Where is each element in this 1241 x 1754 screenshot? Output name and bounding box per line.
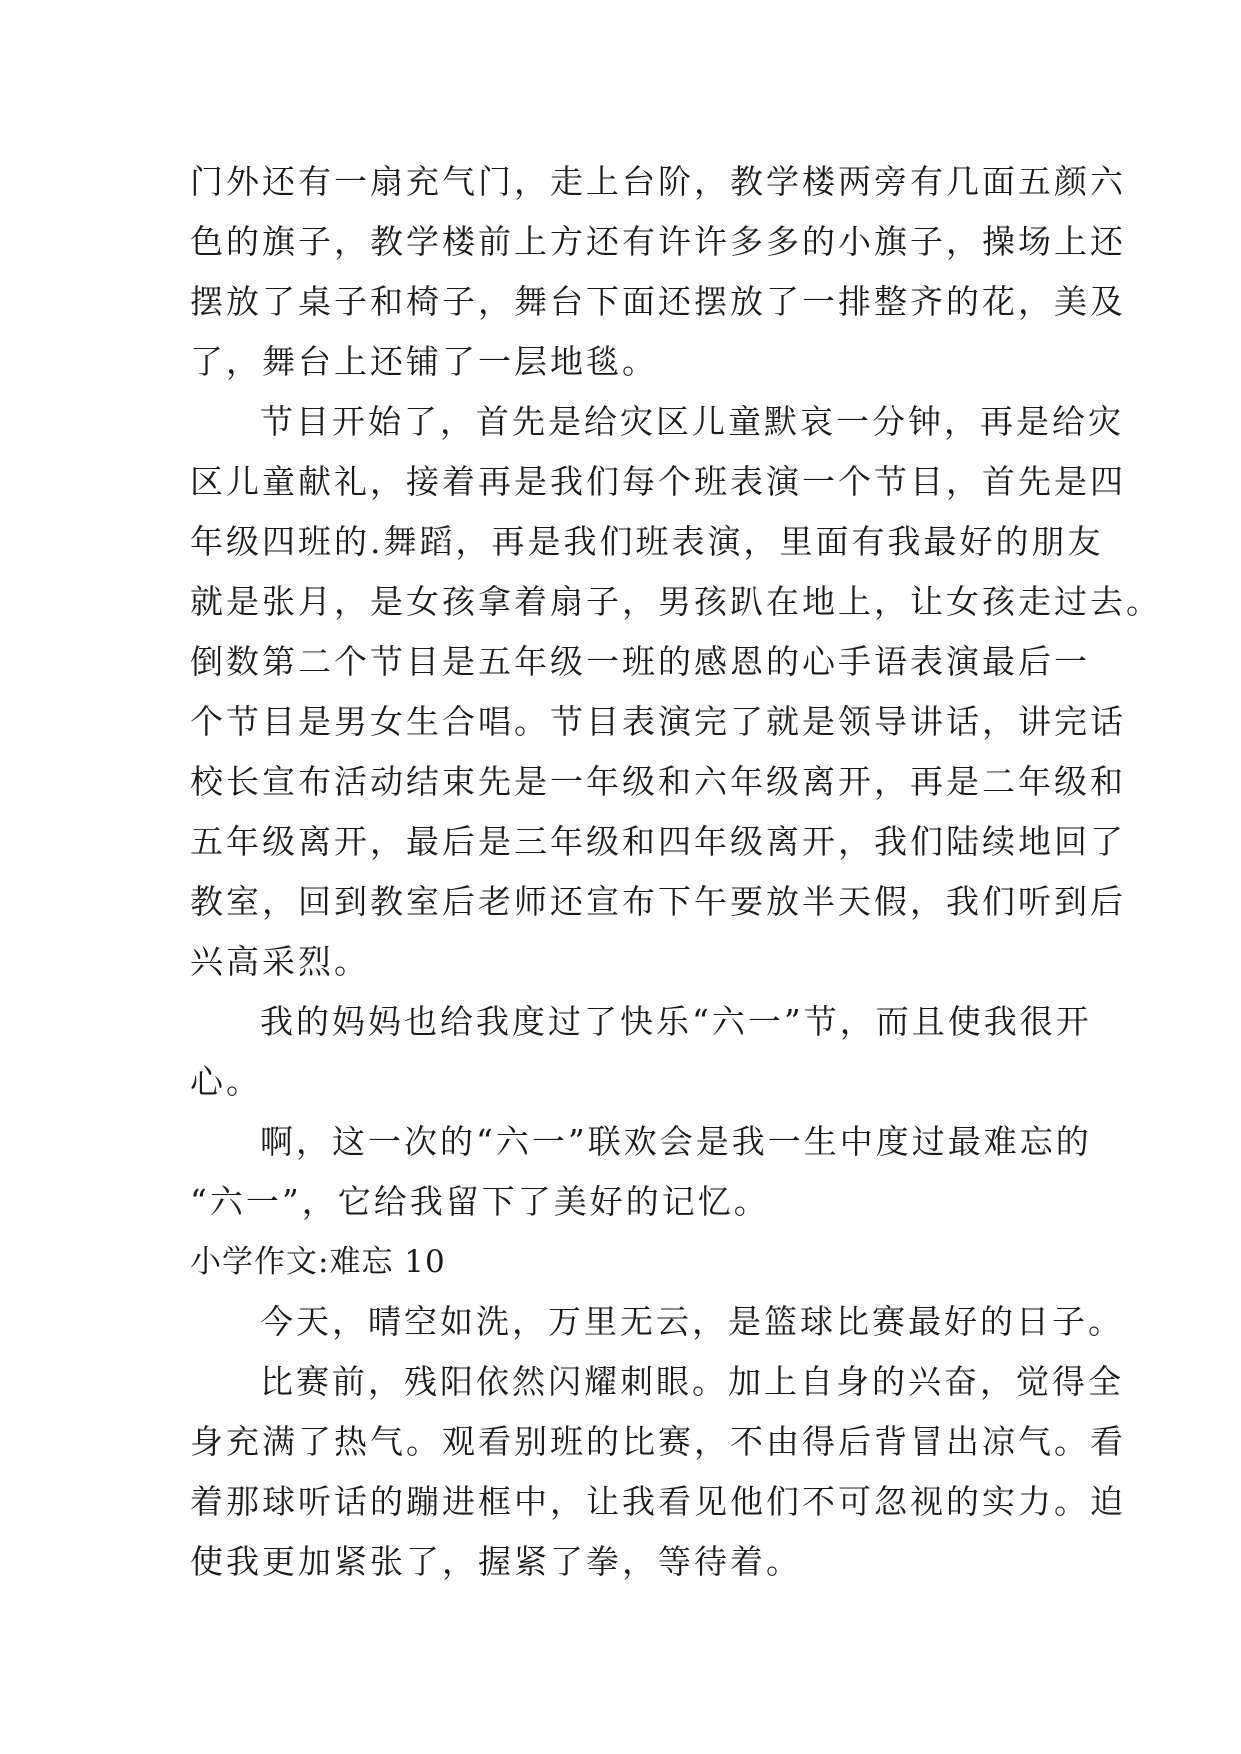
document-body	[190, 152, 1162, 1592]
paragraph-first-line: 我的妈妈也给我度过了快乐“六一”节，而且使我很开	[260, 1002, 1092, 1041]
text-line: 倒数第二个节目是五年级一班的感恩的心手语表演最后一	[190, 642, 1090, 681]
paragraph-first-line: 比赛前，残阳依然闪耀刺眼。加上自身的兴奋，觉得全	[260, 1362, 1124, 1401]
paragraph-first-line: 今天，晴空如洗，万里无云，是篮球比赛最好的日子。	[260, 1302, 1124, 1341]
text-line: 身充满了热气。观看别班的比赛，不由得后背冒出凉气。看	[190, 1422, 1126, 1461]
text-line: 了，舞台上还铺了一层地毯。	[190, 342, 658, 381]
section-heading: 小学作文:难忘 10	[190, 1244, 446, 1280]
text-line: “六一”，它给我留下了美好的记忆。	[190, 1182, 770, 1221]
text-line: 五年级离开，最后是三年级和四年级离开，我们陆续地回了	[190, 822, 1126, 861]
paragraph-first-line: 啊，这一次的“六一”联欢会是我一生中度过最难忘的	[260, 1122, 1092, 1161]
text-line: 色的旗子，教学楼前上方还有许许多多的小旗子，操场上还	[190, 222, 1126, 261]
text-line: 就是张月，是女孩拿着扇子，男孩趴在地上，让女孩走过去。	[190, 582, 1162, 621]
text-line: 使我更加紧张了，握紧了拳，等待着。	[190, 1542, 802, 1581]
text-line: 区儿童献礼，接着再是我们每个班表演一个节目，首先是四	[190, 462, 1126, 501]
text-line: 兴高采烈。	[190, 942, 370, 981]
text-line: 门外还有一扇充气门，走上台阶，教学楼两旁有几面五颜六	[190, 162, 1126, 201]
text-line: 摆放了桌子和椅子，舞台下面还摆放了一排整齐的花，美及	[190, 282, 1126, 321]
text-line: 年级四班的.舞蹈，再是我们班表演，里面有我最好的朋友	[190, 522, 1104, 561]
text-line: 心。	[190, 1062, 262, 1101]
text-line: 个节目是男女生合唱。节目表演完了就是领导讲话，讲完话	[190, 702, 1126, 741]
paragraph-first-line: 节目开始了，首先是给灾区儿童默哀一分钟，再是给灾	[260, 402, 1124, 441]
text-line: 校长宣布活动结束先是一年级和六年级离开，再是二年级和	[190, 762, 1126, 801]
text-line: 教室，回到教室后老师还宣布下午要放半天假，我们听到后	[190, 882, 1126, 921]
text-line: 着那球听话的蹦进框中，让我看见他们不可忽视的实力。迫	[190, 1482, 1126, 1521]
